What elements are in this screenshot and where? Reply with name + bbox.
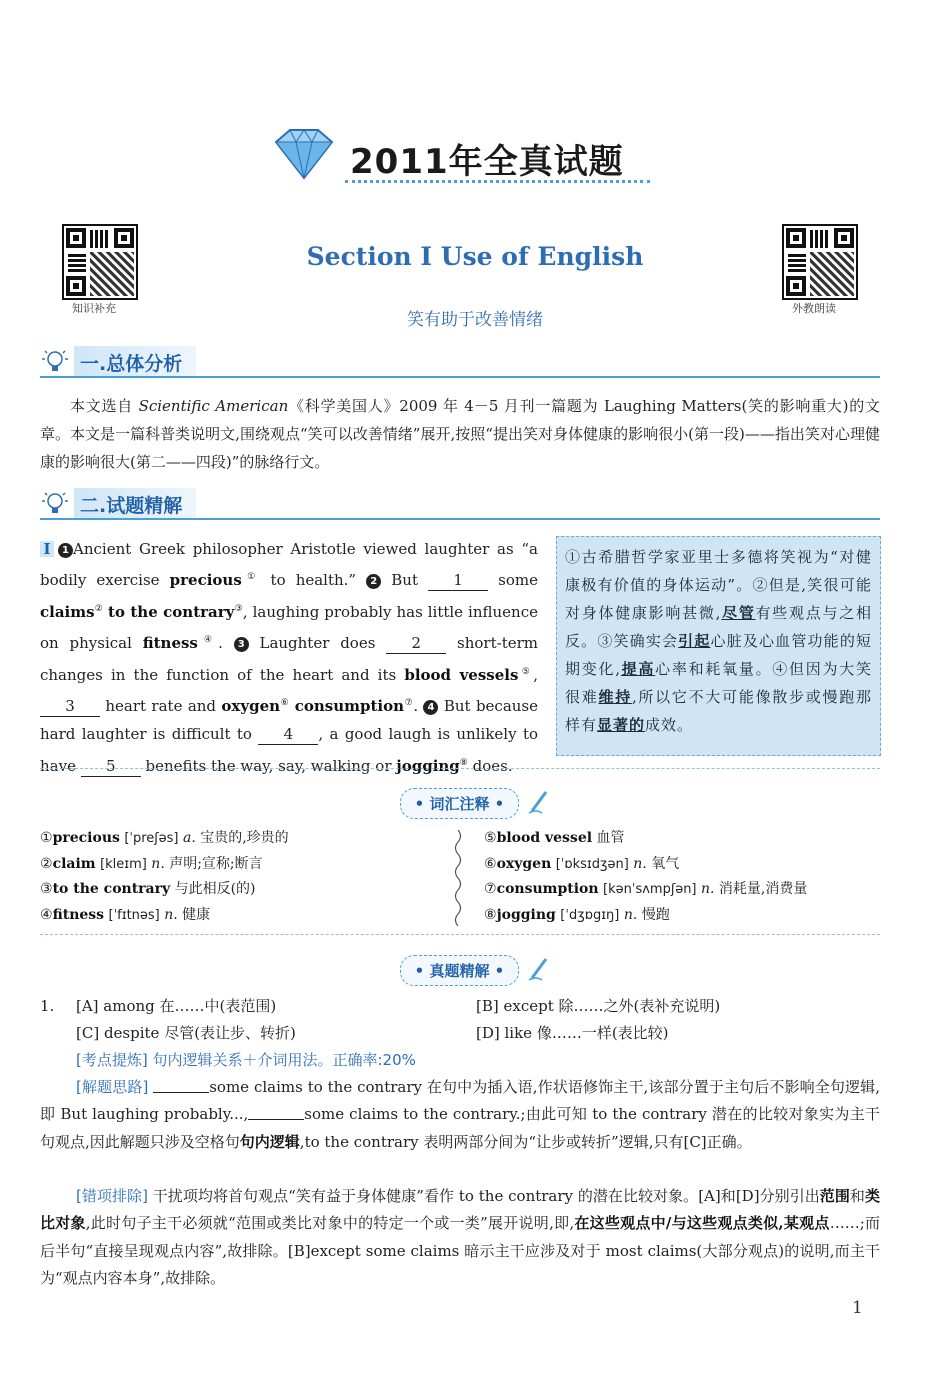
sentence-number: 2 (366, 574, 381, 589)
qr-label-left: 知识补充 (72, 302, 116, 315)
overview-paragraph: 本文选自 Scientific American《科学美国人》2009 年 4－5 月刊一篇题为 Laughing Matters(笑的影响重大)的文章。本文是一篇科普类说明文,围绕观点“笑可以改善情绪”展开,按照“提出笑对身体健康的影响很小(第一段)——指出笑对心理健康的影响很大(第二——四段)”的脉络行文。 (40, 397, 880, 471)
option-b[interactable]: [B] except 除……之外(表补充说明) (476, 997, 721, 1015)
wrong-options: [错项排除] 干扰项均将首句观点“笑有益于身体健康”看作 to the contrary 的潜在比较对象。[A]和[D]分别引出范围和类比对象,此时句子主干必须就“范围或类比对象中的特定一个或一类”展开说明,即,在这些观点中/与这些观点类似,某观点……;而后半句“直接呈现观点内容”,故排除。[B]except some claims 暗示主干应涉及对于 most claims(大部分观点)的说明,而主干为“观点内容本身”,故排除。 (40, 1187, 880, 1287)
wave-divider (453, 830, 463, 926)
vocab-item: ②claim [kleɪm] n. 声明;宣称;断言 (40, 855, 263, 872)
overview-heading-label: 一.总体分析 (74, 346, 196, 376)
key-point: [考点提炼] 句内逻辑关系＋介词用法。正确率:20% (76, 1051, 416, 1069)
vocab-item: ④fitness [ˈfɪtnəs] n. 健康 (40, 906, 211, 923)
sentence-number: 3 (234, 637, 249, 652)
explain-heading: • 真题精解 • (0, 955, 950, 986)
sentence-number: 1 (58, 543, 73, 558)
analysis-heading-label: 二.试题精解 (74, 488, 196, 518)
page-number: 1 (852, 1298, 863, 1318)
blank-3[interactable]: 3 (40, 696, 100, 717)
title-underline (345, 180, 650, 184)
solution-idea: [解题思路] some claims to the contrary 在句中为插入语,作状语修饰主干,该部分置于主句后不影响全句逻辑,即 But laughing probably..., some claims to the contrary.;由此可知 to the contrary 潜在的比较对象实为主干句观点,因此解题只涉及空格句句内逻辑,to the contrary 表明两部分间为“让步或转折”逻辑,只有[C]正确。 (40, 1078, 881, 1151)
blank-4[interactable]: 4 (258, 724, 318, 745)
option-a[interactable]: [A] among 在……中(表范围) (76, 997, 277, 1015)
qr-label-right: 外教朗读 (792, 302, 836, 315)
paragraph-marker: Ⅰ (40, 541, 54, 557)
vocab-item: ⑤blood vessel 血管 (484, 830, 625, 846)
vocab-heading: • 词汇注释 • (0, 788, 950, 819)
vocab-item: ①precious [ˈpreʃəs] a. 宝贵的,珍贵的 (40, 830, 289, 846)
lightbulb-icon (40, 348, 70, 374)
option-d[interactable]: [D] like 像……一样(表比较) (476, 1024, 669, 1042)
blank-2[interactable]: 2 (386, 633, 446, 654)
page-header (0, 122, 950, 192)
option-c[interactable]: [C] despite 尽管(表让步、转折) (76, 1024, 296, 1042)
section-title: Section Ⅰ Use of English (306, 242, 644, 271)
vocab-list-left (40, 826, 289, 928)
analysis-heading (40, 488, 880, 520)
blank-5[interactable]: 5 (81, 756, 141, 777)
overview-heading (40, 346, 880, 378)
sentence-number: 4 (423, 700, 438, 715)
vocab-item: ⑧jogging [ˈdʒɒgɪŋ] n. 慢跑 (484, 906, 670, 923)
pen-icon (528, 956, 550, 982)
vocab-item: ⑦consumption [kənˈsʌmpʃən] n. 消耗量,消费量 (484, 881, 808, 897)
passage-subtitle: 笑有助于改善情绪 (407, 310, 543, 330)
vocab-item: ⑥oxygen [ˈɒksɪdʒən] n. 氧气 (484, 855, 680, 872)
divider (40, 934, 880, 935)
translation-box: ①古希腊哲学家亚里士多德将笑视为“对健康极有价值的身体运动”。②但是,笑很可能对身体健康影响甚微,尽管有些观点与之相反。③笑确实会引起心脏及心血管功能的短期变化,提高心率和耗氧量。④但因为大笑很难维持,所以它不大可能像散步或慢跑那样有显著的成效。 (556, 536, 881, 756)
passage-paragraph: Ⅰ 1 Ancient Greek philosopher Aristotle viewed laughter as “a bodily exercise precious① to health.” 2 But 1 some claims② to the contrary③, laughing probably has little influence on physical fitness④. 3 Laughter does 2 short-term changes in the function of the heart and its blood vessels⑤, 3 heart rate and oxygen⑥ consumption⑦. 4 But because hard laughter is difficult to 4 , a good laugh is unlikely to have 5 benefits the way, say, walking or jogging⑧ does. (40, 540, 539, 775)
vocab-item: ③to the contrary 与此相反(的) (40, 881, 256, 897)
vocab-list-right (484, 826, 807, 928)
blank-1[interactable]: 1 (428, 570, 488, 591)
divider (40, 768, 880, 769)
page-title: 2011年全真试题 (350, 142, 624, 182)
pen-icon (528, 789, 550, 815)
lightbulb-icon (40, 490, 70, 516)
diamond-icon (268, 128, 338, 180)
question-number: 1. (40, 997, 55, 1015)
